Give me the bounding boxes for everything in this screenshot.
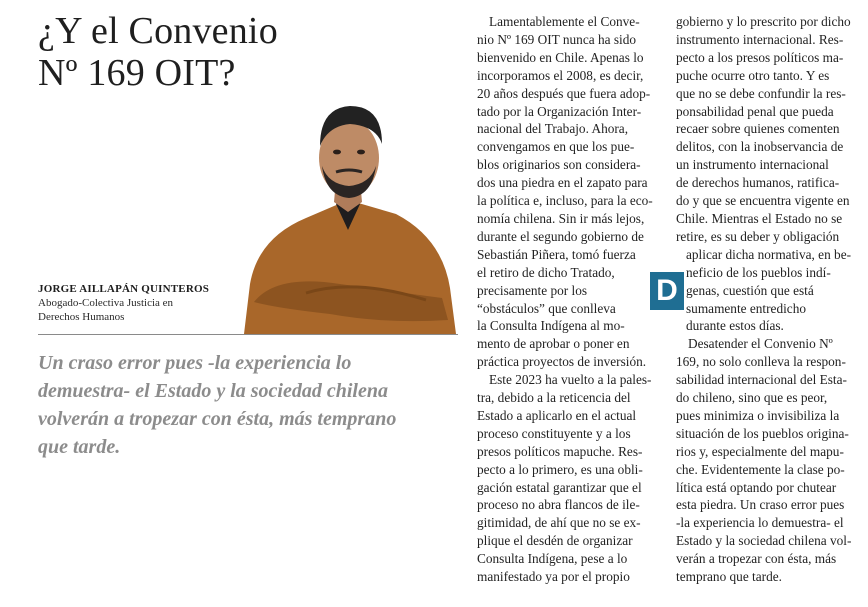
text-line: rios y, especialmente del mapu- — [676, 443, 844, 459]
text-line: do chileno, sino que es peor, — [676, 390, 828, 406]
text-line: blos originarios son considera- — [477, 157, 641, 173]
text-line: Este 2023 ha vuelto a la pales- — [489, 372, 652, 388]
author-role-line: Abogado-Colectiva Justicia en — [38, 297, 174, 309]
text-line: proceso no abra flancos de ile- — [477, 497, 640, 513]
text-line: el retiro de dicho Tratado, — [477, 264, 615, 280]
text-line: precisamente por los — [477, 282, 588, 298]
text-line: verán a tropezar con ésta, más — [676, 551, 837, 567]
text-line: puche ocurre otro tanto. Y es — [676, 67, 830, 83]
pull-quote — [38, 349, 458, 461]
drop-cap: D — [650, 272, 684, 310]
headline-line: ¿Y el Convenio — [38, 10, 278, 52]
text-line: aplicar dicha normativa, en be- — [686, 246, 852, 262]
byline — [38, 283, 238, 324]
text-line: la política e, incluso, para la eco- — [477, 193, 653, 209]
text-line: que no se debe confundir la res- — [676, 85, 846, 101]
text-line: Consulta Indígena, pese a lo — [477, 551, 628, 567]
text-line: sumamente entredicho — [686, 300, 806, 316]
text-line: Estado a aplicarlo en el actual — [477, 407, 637, 423]
text-line: retire, es su deber y obligación — [676, 228, 840, 244]
article-column-2 — [676, 13, 862, 586]
text-line: manifestado ya por el propio — [477, 569, 630, 585]
text-line: incorporamos el 2008, es decir, — [477, 67, 644, 83]
pull-quote-line: que tarde. — [38, 436, 121, 458]
pull-quote-line: Un craso error pues -la experiencia lo — [38, 352, 352, 374]
text-line: práctica proyectos de inversión. — [477, 354, 647, 370]
text-line: Estado y la sociedad chilena vol- — [676, 533, 852, 549]
text-line: convengamos en que los pue- — [477, 139, 635, 155]
text-line: 169, no solo conlleva la respon- — [676, 354, 846, 370]
text-line: Chile. Mientras el Estado no se — [676, 210, 843, 226]
text-line: instrumento internacional. Res- — [676, 31, 844, 47]
author-name: JORGE AILLAPÁN QUINTEROS — [38, 283, 210, 295]
text-line: un instrumento internacional — [676, 157, 829, 173]
text-line: durante el segundo gobierno de — [477, 228, 644, 244]
text-line: durante estos días. — [686, 318, 784, 334]
text-line: temprano que tarde. — [676, 569, 782, 585]
text-line: 20 años después que fuera adop- — [477, 85, 651, 101]
divider — [38, 334, 458, 335]
author-role-line: Derechos Humanos — [38, 311, 125, 323]
text-line: do y que se encuentra vigente en — [676, 193, 850, 209]
text-line: Lamentablemente el Conve- — [489, 14, 640, 29]
pull-quote-line: volverán a tropezar con ésta, más temprano — [38, 408, 397, 430]
text-line: proceso constituyente y a los — [477, 425, 631, 441]
text-line: gobierno y lo prescrito por dicho — [676, 14, 851, 29]
text-line: la Consulta Indígena al mo- — [477, 318, 625, 334]
text-line: pecto a los presos políticos ma- — [676, 49, 844, 65]
text-line: nio Nº 169 OIT nunca ha sido — [477, 31, 636, 47]
text-line: nomía chilena. Sin ir más lejos, — [477, 210, 645, 226]
text-line: dos una piedra en el zapato para — [477, 175, 648, 191]
text-line: plique el desdén de organizar — [477, 533, 633, 549]
text-line: Sebastián Piñera, tomó fuerza — [477, 246, 636, 262]
text-line: lítica está optando por chutear — [676, 479, 837, 495]
text-line: tra, debido a la reticencia del — [477, 390, 631, 406]
text-line: gitimidad, de ahí que no se ex- — [477, 515, 641, 531]
text-line: mento de aprobar o poner en — [477, 336, 630, 352]
text-line: pues minimiza o invisibiliza la — [676, 407, 840, 423]
text-line: situación de los pueblos origina- — [676, 425, 849, 441]
text-line: neficio de los pueblos indí- — [686, 264, 831, 280]
text-line: “obstáculos” que conlleva — [477, 300, 616, 316]
text-line: sabilidad internacional del Esta- — [676, 372, 847, 388]
text-line: delitos, con la inobservancia de — [676, 139, 844, 155]
article-column-1 — [477, 13, 661, 586]
text-line: bienvenido en Chile. Apenas lo — [477, 49, 644, 65]
text-line: che. Evidentemente la clase po- — [676, 461, 845, 477]
headline-line: Nº 169 OIT? — [38, 52, 236, 94]
headline — [38, 10, 338, 94]
text-line: de derechos humanos, ratifica- — [676, 175, 840, 191]
text-line: -la experiencia lo demuestra- el — [676, 515, 844, 531]
pull-quote-line: demuestra- el Estado y la sociedad chilena — [38, 380, 388, 402]
text-line: esta piedra. Un craso error pues — [676, 497, 845, 513]
text-line: gación estatal garantizar que el — [477, 479, 642, 495]
text-line: pecto a lo primero, es una obli- — [477, 461, 643, 477]
text-line: genas, cuestión que está — [686, 282, 814, 298]
author-photo — [236, 88, 462, 334]
text-line: Desatender el Convenio Nº — [688, 336, 833, 352]
text-line: tado por la Organización Inter- — [477, 103, 642, 119]
text-line: nacional del Trabajo. Ahora, — [477, 121, 629, 137]
text-line: ponsabilidad penal que pueda — [676, 103, 834, 119]
text-line: recaer sobre quienes comenten — [676, 121, 840, 137]
text-line: presos políticos mapuche. Res- — [477, 443, 643, 459]
